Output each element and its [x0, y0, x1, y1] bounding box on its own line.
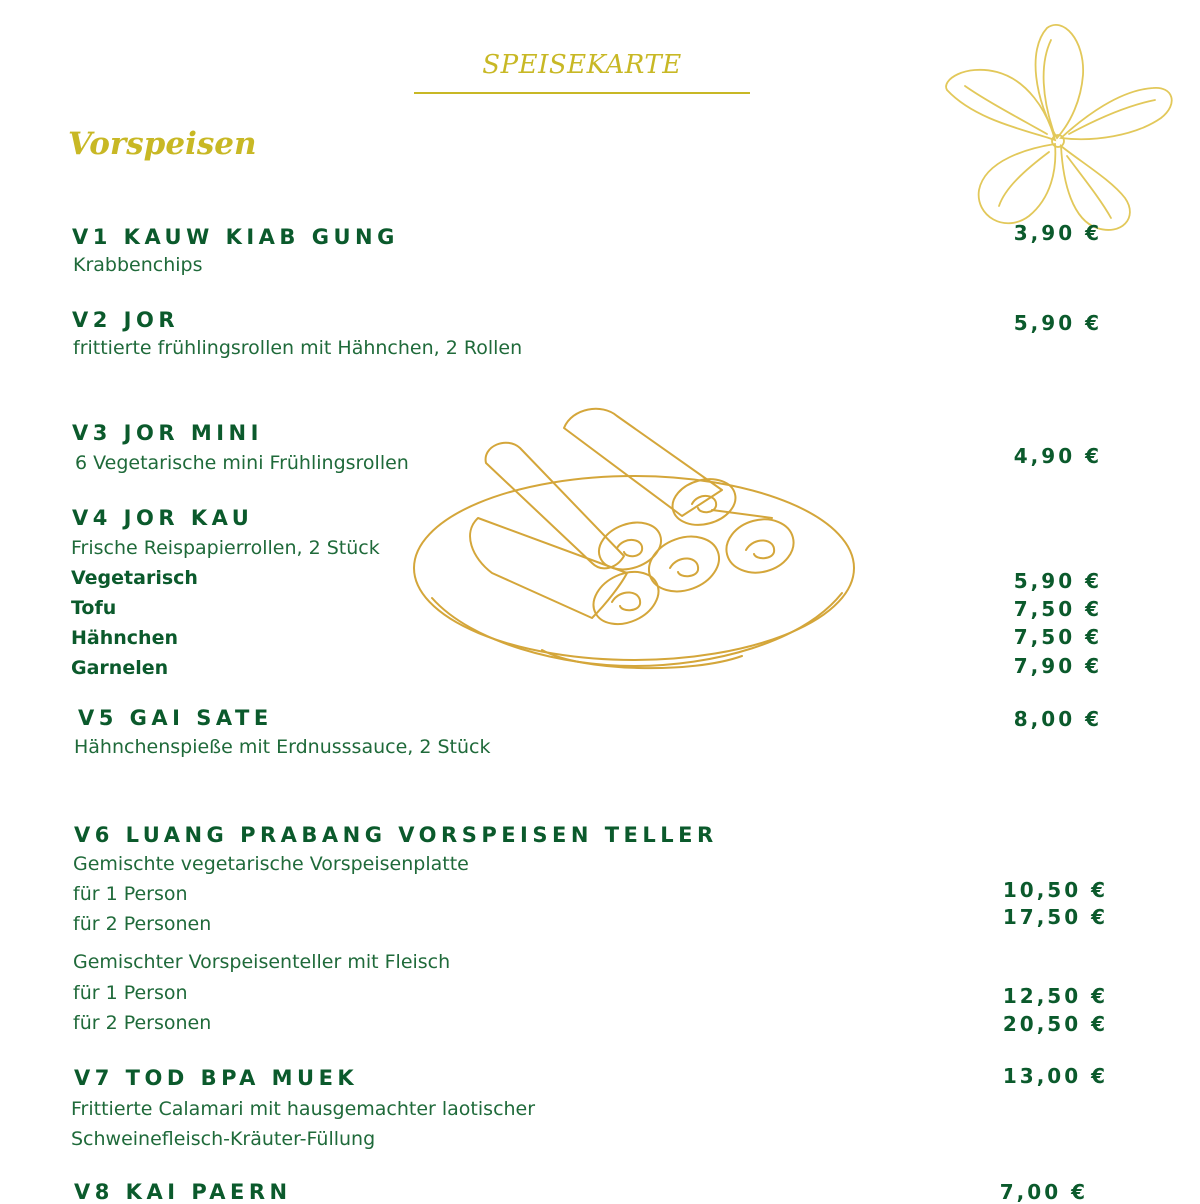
- item-v4-option-price: 5,90 €: [1013, 569, 1102, 593]
- item-v4-option-label: Garnelen: [71, 657, 169, 679]
- item-v1-desc: Krabbenchips: [73, 254, 203, 276]
- item-v5-desc: Hähnchenspieße mit Erdnusssauce, 2 Stück: [74, 736, 491, 758]
- item-v1-name: V1 KAUW KIAB GUNG: [72, 225, 399, 249]
- spring-rolls-plate-icon: [412, 398, 857, 678]
- item-v6-option-price: 20,50 €: [1002, 1012, 1108, 1036]
- item-v6-option-label: für 1 Person: [73, 883, 188, 905]
- section-title: Vorspeisen: [68, 126, 257, 162]
- item-v6-option-price: 12,50 €: [1002, 984, 1108, 1008]
- item-v7-desc-2: Schweinefleisch-Kräuter-Füllung: [71, 1128, 376, 1150]
- item-v3-desc: 6 Vegetarische mini Frühlingsrollen: [75, 452, 409, 474]
- item-v6-option-price: 17,50 €: [1002, 905, 1108, 929]
- item-v6-name: V6 LUANG PRABANG VORSPEISEN TELLER: [74, 823, 718, 847]
- item-v4-name: V4 JOR KAU: [72, 506, 254, 530]
- menu-title: SPEISEKARTE: [482, 50, 682, 80]
- item-v5-name: V5 GAI SATE: [78, 706, 273, 730]
- item-v4-option-label: Tofu: [71, 597, 117, 619]
- item-v7-price: 13,00 €: [1002, 1064, 1108, 1088]
- frangipani-flower-icon: [935, 20, 1180, 240]
- item-v6-option-label: für 2 Personen: [73, 913, 212, 935]
- title-underline: [414, 92, 750, 94]
- item-v2-name: V2 JOR: [72, 308, 180, 332]
- item-v7-desc: Frittierte Calamari mit hausgemachter laotischer: [71, 1098, 536, 1120]
- item-v6-option-price: 10,50 €: [1002, 878, 1108, 902]
- item-v4-option-label: Vegetarisch: [71, 567, 198, 589]
- item-v8-price: 7,00 €: [999, 1180, 1088, 1204]
- item-v4-option-label: Hähnchen: [71, 627, 178, 649]
- item-v6-option-label: für 2 Personen: [73, 1012, 212, 1034]
- item-v4-option-price: 7,50 €: [1013, 597, 1102, 621]
- item-v6-group-desc: Gemischte vegetarische Vorspeisenplatte: [73, 853, 469, 875]
- item-v5-price: 8,00 €: [1013, 707, 1102, 731]
- item-v4-option-price: 7,50 €: [1013, 625, 1102, 649]
- item-v6-option-label: für 1 Person: [73, 982, 188, 1004]
- item-v4-option-price: 7,90 €: [1013, 654, 1102, 678]
- item-v6-group-desc: Gemischter Vorspeisenteller mit Fleisch: [73, 951, 451, 973]
- item-v4-desc: Frische Reispapierrollen, 2 Stück: [71, 537, 380, 559]
- item-v3-price: 4,90 €: [1013, 444, 1102, 468]
- item-v3-name: V3 JOR MINI: [72, 421, 263, 445]
- item-v2-desc: frittierte frühlingsrollen mit Hähnchen, 2 Rollen: [73, 337, 523, 359]
- item-v1-price: 3,90 €: [1013, 221, 1102, 245]
- item-v2-price: 5,90 €: [1013, 311, 1102, 335]
- item-v8-name: V8 KAI PAERN: [74, 1180, 292, 1204]
- item-v7-name: V7 TOD BPA MUEK: [74, 1066, 359, 1090]
